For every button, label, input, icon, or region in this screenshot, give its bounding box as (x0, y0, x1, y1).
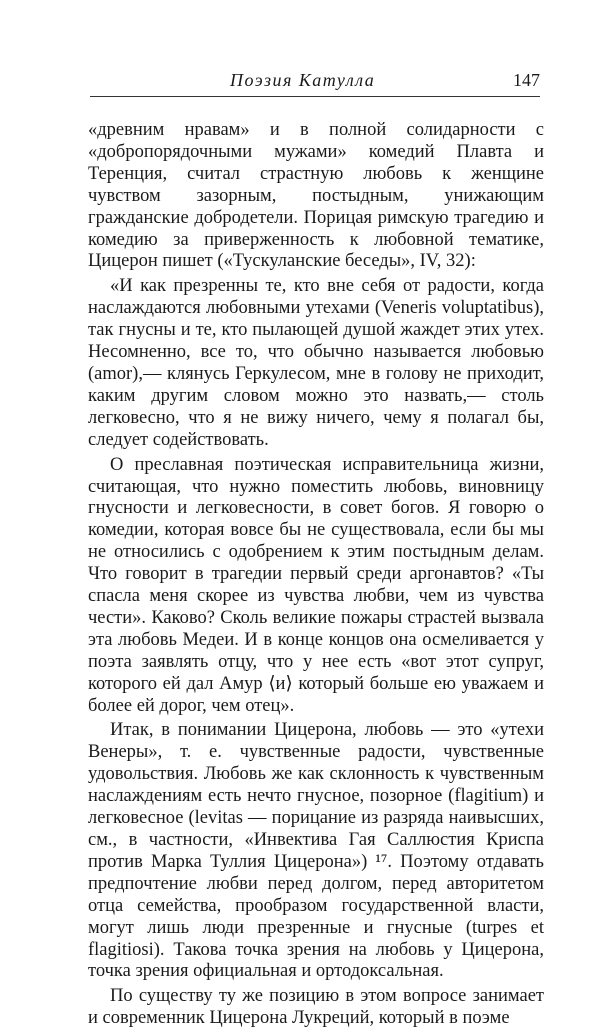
paragraph-continuation: «древним нравам» и в полной солидарности с «добропорядочными мужами» комедий Плавта и Теренция, считал страстную любовь к женщине чувством зазорным, постыдным, унижающим гражданские добродетели. Порицая римскую трагедию и комедию за приверженность к любовной тематике, Цицерон пишет («Тускуланские беседы», IV, 32): (88, 120, 544, 272)
paragraph-quote-continued: О преславная поэтическая исправительница жизни, считающая, что нужно поместить любовь, виновницу гнусности и легковесности, в совет богов. Я говорю о комедии, которая вовсе бы не существовала, если бы мы не относились с одобрением к этим постыдным делам. Что говорит в трагедии первый среди аргонавтов? «Ты спасла меня скорее из чувства любви, чем из чувства чести». Каково? Сколь великие пожары страстей вызвала эта любовь Медеи. И в конце концов она осмеливается у поэта заявлять отцу, что у нее есть «вот этот супруг, которого ей дал Амур ⟨и⟩ который больше ею уважаем и более ей дорог, чем отец». (88, 454, 544, 716)
paragraph-quote-start: «И как презренны те, кто вне себя от радости, когда наслаждаются любовными утехами (Veneris voluptatibus), так гнусны и те, кто пылающей душой жаждет этих утех. Несомненно, все то, что обычно называется любовью (amor),— клянусь Геркулесом, мне в голову не приходит, каким другим словом можно это назвать,— столь легковесно, что я не вижу ничего, чему я полагал бы, следует содействовать. (88, 276, 544, 450)
paragraph-lucretius: По существу ту же позицию в этом вопросе занимает и современник Цицерона Лукреций, который в поэме (88, 986, 544, 1029)
page-number: 147 (513, 70, 540, 90)
paragraph-analysis: Итак, в понимании Цицерона, любовь — это «утехи Венеры», т. е. чувственные радости, чувственные удовольствия. Любовь же как склонность к чувственным наслаждениям есть нечто гнусное, позорное (flagitium) и легковесное (levitas — порицание из разряда наивысших, см., в частности, «Инвектива Гая Саллюстия Криспа против Марка Туллия Цицерона») ¹⁷. Поэтому отдавать предпочтение любви перед долгом, перед авторитетом отца семейства, прообразом государственной власти, могут лишь люди презренные и гнусные (turpes et flagitiosi). Такова точка зрения на любовь у Цицерона, точка зрения официальная и ортодоксальная. (88, 720, 544, 982)
running-head (90, 68, 540, 94)
running-title: Поэзия Катулла (230, 70, 376, 90)
header-rule (90, 96, 540, 97)
body-text (88, 120, 544, 1030)
